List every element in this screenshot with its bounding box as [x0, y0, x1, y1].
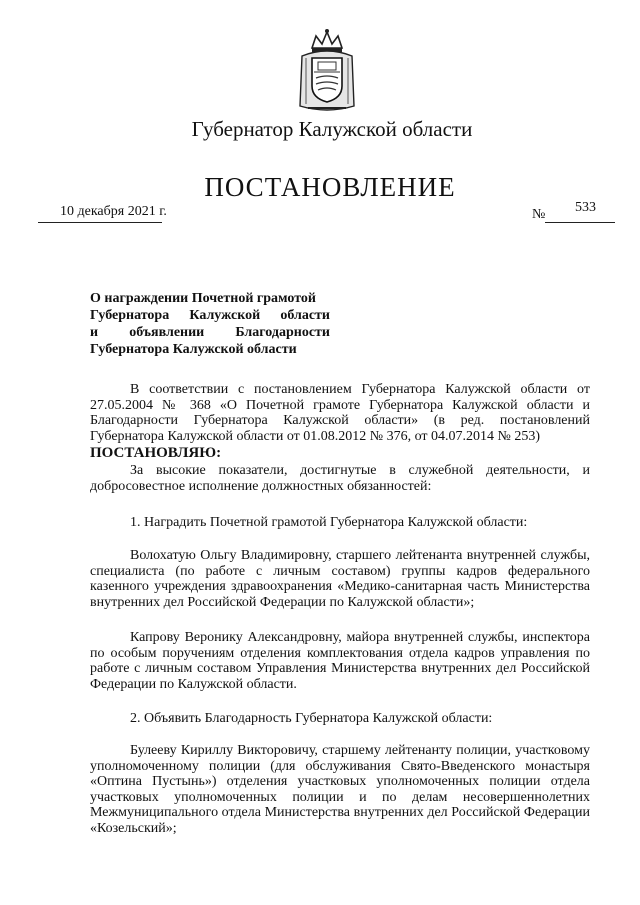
awardee-paragraph: Капрову Веронику Александровну, майора внутренней службы, инспектора по особым поручениям отделения комплектования отдела кадров управления по работе с личным составом Управления Министерства внутренних дел Российской Федерации по Калужской области.	[90, 630, 590, 692]
issuing-authority: Губернатор Калужской области	[191, 117, 473, 141]
document-number: 533	[575, 200, 596, 215]
subject-line: и объявлении Благодарности	[90, 325, 330, 340]
number-label: №	[532, 207, 546, 222]
subject-line: Губернатора Калужской области	[90, 308, 330, 323]
item-1-heading: 1. Наградить Почетной грамотой Губернатора Калужской области:	[130, 515, 528, 530]
date-underline	[38, 222, 162, 223]
decree-heading: ПОСТАНОВЛЯЮ:	[90, 445, 222, 461]
subject-line: О награждении Почетной грамотой	[90, 291, 316, 306]
item-2-heading: 2. Объявить Благодарность Губернатора Калужской области:	[130, 711, 493, 726]
document-type-title: ПОСТАНОВЛЕНИЕ	[204, 172, 456, 202]
gratitude-paragraph: Булееву Кириллу Викторовичу, старшему лейтенанту полиции, участковому уполномоченному полиции (для обслуживания Свято-Введенского монастыря «Оптина Пустынь») отделения участковых уполномоченных полиции отдела участковых уполномоченных полиции и по делам несовершеннолетних Межмуниципального отдела Министерства внутренних дел Российской Федерации «Козельский»;	[90, 743, 590, 836]
reason-paragraph: За высокие показатели, достигнутые в служебной деятельности, и добросовестное исполнение должностных обязанностей:	[90, 463, 590, 494]
subject-line: Губернатора Калужской области	[90, 342, 297, 357]
kaluga-coat-of-arms-icon	[296, 28, 358, 114]
document-date: 10 декабря 2021 г.	[60, 204, 167, 219]
awardee-paragraph: Волохатую Ольгу Владимировну, старшего лейтенанта внутренней службы, специалиста (по работе с личным составом) группы кадров федерального казенного учреждения здравоохранения «Медико-санитарная часть Министерства внутренних дел Российской Федерации по Калужской области»;	[90, 548, 590, 610]
preamble-paragraph: В соответствии с постановлением Губернатора Калужской области от 27.05.2004 № 368 «О Почетной грамоте Губернатора Калужской области и Благодарности Губернатора Калужской области» (в ред. постановлений Губернатора Калужской области от 01.08.2012 № 376, от 04.07.2014 № 253)	[90, 382, 590, 444]
document-subject	[90, 290, 330, 358]
number-underline	[545, 222, 615, 223]
